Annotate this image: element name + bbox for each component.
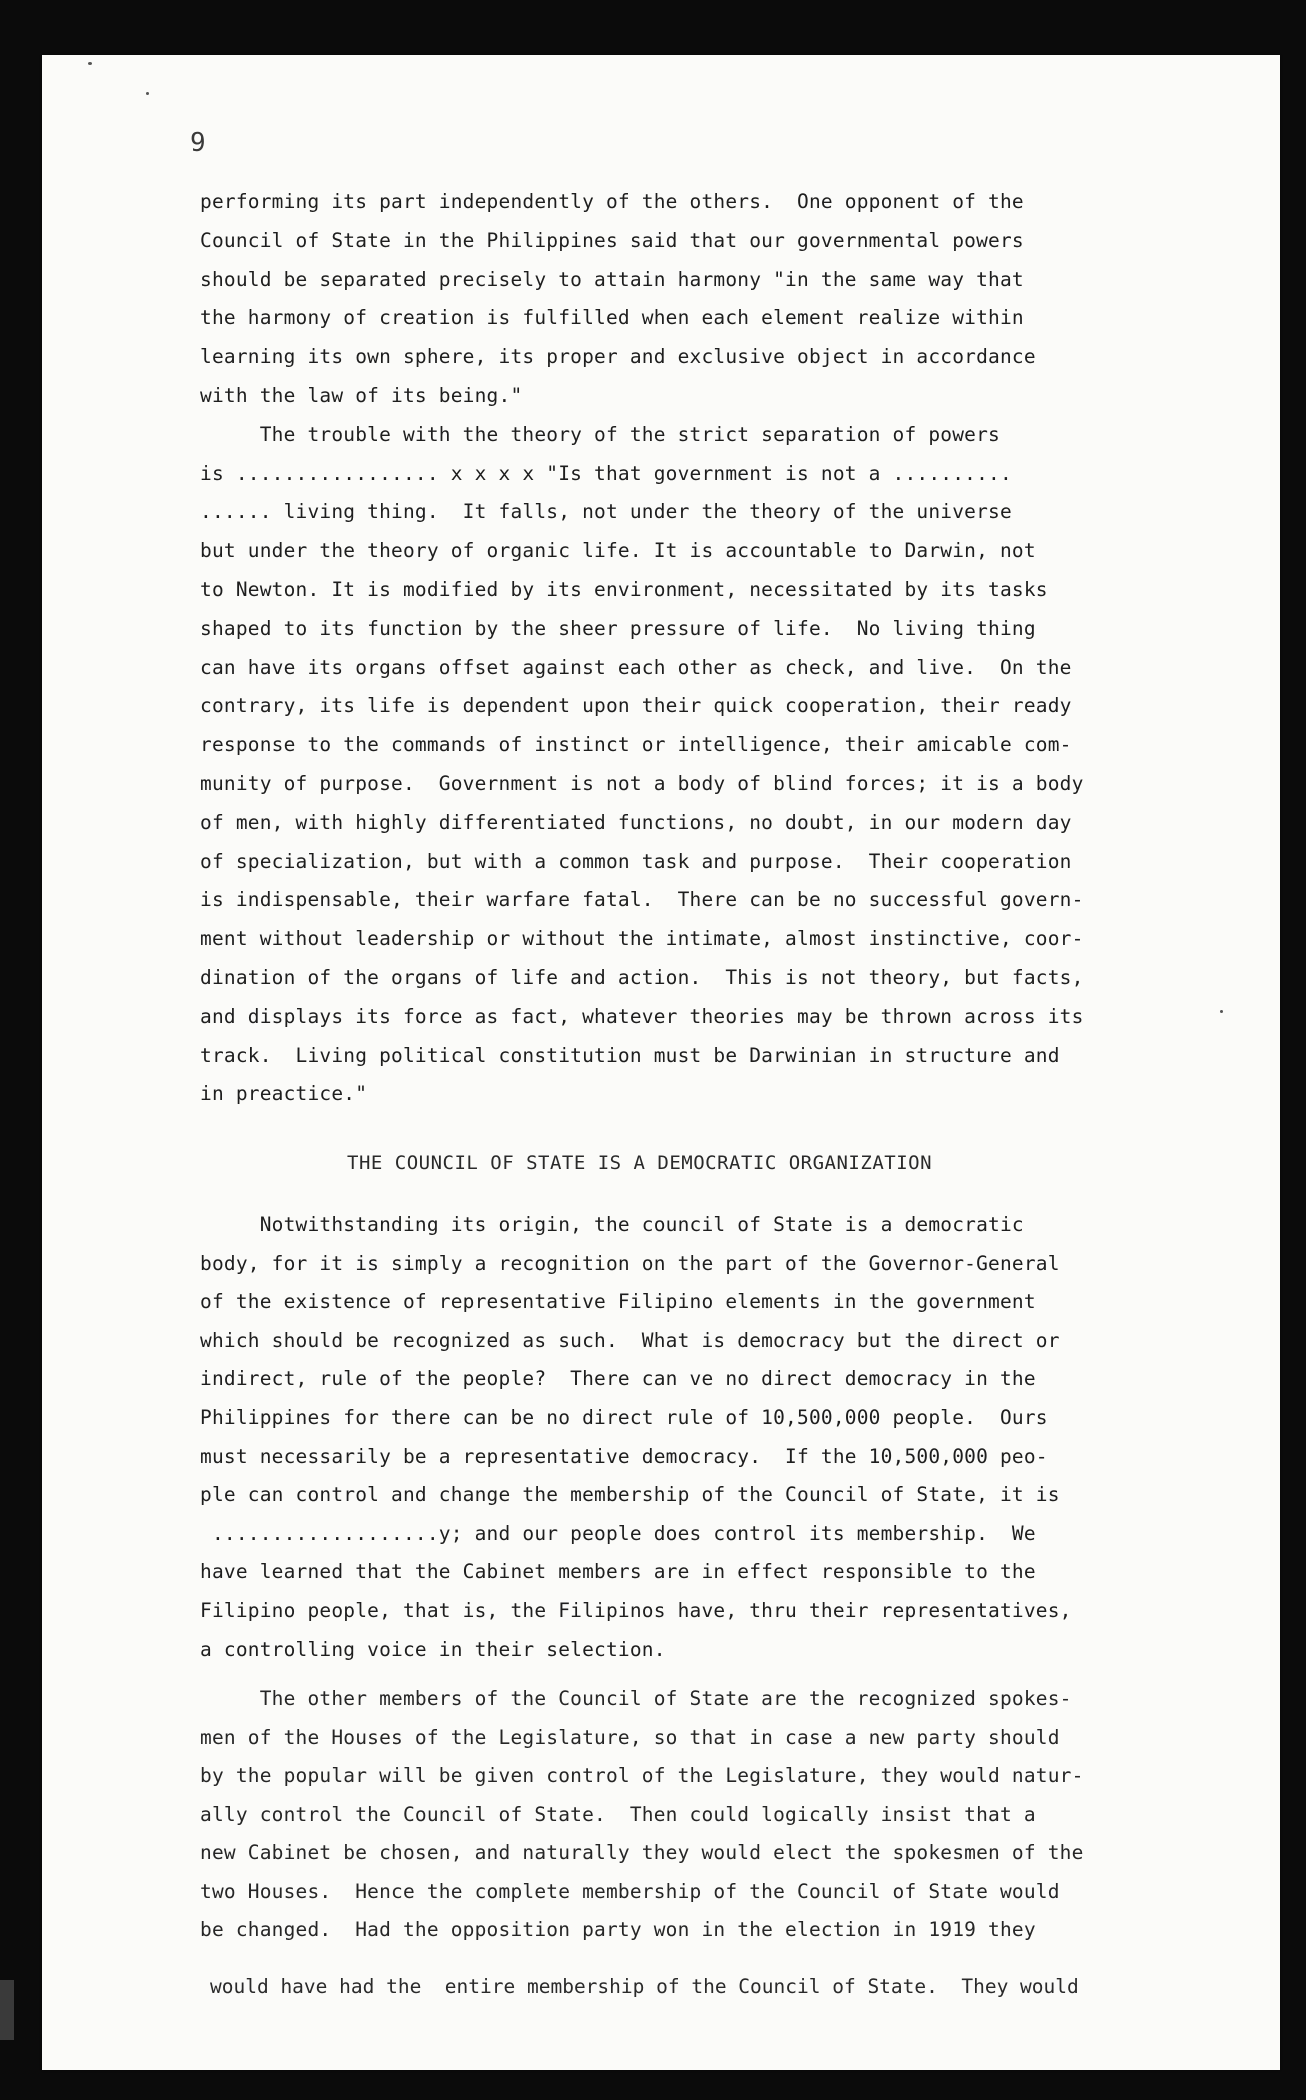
- text-line: have learned that the Cabinet members are in effect responsible to the: [200, 1560, 1036, 1584]
- text-line: of specialization, but with a common task and purpose. Their cooperation: [200, 849, 1072, 873]
- final-line: would have had the entire membership of the Council of State. They would: [210, 1975, 1079, 1998]
- text-line: by the popular will be given control of the Legislature, they would natur-: [200, 1764, 1084, 1787]
- text-line: ment without leadership or without the intimate, almost instinctive, coor-: [200, 927, 1084, 951]
- text-line: two Houses. Hence the complete membership of the Council of State would: [200, 1879, 1060, 1903]
- text-line: but under the theory of organic life. It is accountable to Darwin, not: [200, 539, 1036, 563]
- text-line: and displays its force as fact, whatever theories may be thrown across its: [200, 1004, 1084, 1028]
- text-line: The trouble with the theory of the strict separation of powers: [200, 422, 1000, 446]
- text-line: new Cabinet be chosen, and naturally they would elect the spokesmen of the: [200, 1841, 1084, 1864]
- text-line: is ................. x x x x "Is that government is not a ..........: [200, 461, 1012, 485]
- text-line: The other members of the Council of State are the recognized spokes-: [200, 1687, 1072, 1710]
- text-line: men of the Houses of the Legislature, so that in case a new party should: [200, 1725, 1060, 1749]
- text-line: the harmony of creation is fulfilled when each element realize within: [200, 306, 1024, 330]
- text-line: of the existence of representative Filipino elements in the government: [200, 1290, 1036, 1314]
- page-number: 9: [190, 128, 206, 158]
- text-line: body, for it is simply a recognition on the part of the Governor-General: [200, 1251, 1060, 1275]
- text-line: of men, with highly differentiated functions, no doubt, in our modern day: [200, 810, 1072, 834]
- paragraph-democratic-body: [200, 1206, 1170, 1669]
- text-line: Council of State in the Philippines said that our governmental powers: [200, 228, 1024, 252]
- text-line: Philippines for there can be no direct rule of 10,500,000 people. Ours: [200, 1405, 1048, 1429]
- text-line: performing its part independently of the others. One opponent of the: [200, 190, 1024, 213]
- text-line: ...................y; and our people does control its membership. We: [200, 1521, 1036, 1545]
- scan-speck: [88, 62, 92, 65]
- text-line: to Newton. It is modified by its environment, necessitated by its tasks: [200, 577, 1048, 601]
- text-line: be changed. Had the opposition party won in the election in 1919 they: [200, 1918, 1036, 1941]
- text-line: is indispensable, their warfare fatal. There can be no successful govern-: [200, 888, 1084, 912]
- text-line: in preactice.": [200, 1082, 368, 1106]
- text-line: which should be recognized as such. What is democracy but the direct or: [200, 1328, 1060, 1352]
- text-line: track. Living political constitution must be Darwinian in structure and: [200, 1043, 1060, 1067]
- text-line: a controlling voice in their selection.: [200, 1637, 666, 1661]
- text-line: Filipino people, that is, the Filipinos have, thru their representatives,: [200, 1598, 1072, 1622]
- scan-speck: [146, 92, 149, 95]
- text-line: Notwithstanding its origin, the council of State is a democratic: [200, 1213, 1024, 1236]
- paragraph-other-members: [200, 1680, 1180, 1950]
- text-line: with the law of its being.": [200, 383, 523, 407]
- text-line: ...... living thing. It falls, not under the theory of the universe: [200, 500, 1012, 524]
- section-heading: THE COUNCIL OF STATE IS A DEMOCRATIC ORGANIZATION: [347, 1152, 933, 1174]
- text-line: ple can control and change the membership of the Council of State, it is: [200, 1483, 1060, 1507]
- text-line: should be separated precisely to attain harmony "in the same way that: [200, 267, 1024, 291]
- text-line: ally control the Council of State. Then could logically insist that a: [200, 1802, 1036, 1826]
- text-line: indirect, rule of the people? There can ve no direct democracy in the: [200, 1367, 1036, 1391]
- text-line: shaped to its function by the sheer pressure of life. No living thing: [200, 616, 1036, 640]
- body-text-top: [200, 183, 1170, 1114]
- paragraph-quote: [200, 416, 1170, 1114]
- text-line: response to the commands of instinct or intelligence, their amicable com-: [200, 733, 1072, 757]
- text-line: learning its own sphere, its proper and exclusive object in accordance: [200, 345, 1036, 369]
- text-line: can have its organs offset against each other as check, and live. On the: [200, 655, 1072, 679]
- text-line: contrary, its life is dependent upon their quick cooperation, their ready: [200, 694, 1072, 718]
- text-line: munity of purpose. Government is not a body of blind forces; it is a body: [200, 771, 1084, 795]
- scan-speck: [1220, 1010, 1223, 1013]
- scan-edge-mark: [0, 1980, 14, 2040]
- text-line: dination of the organs of life and action. This is not theory, but facts,: [200, 965, 1084, 989]
- paragraph-intro: [200, 183, 1170, 416]
- text-line: must necessarily be a representative democracy. If the 10,500,000 peo-: [200, 1444, 1048, 1468]
